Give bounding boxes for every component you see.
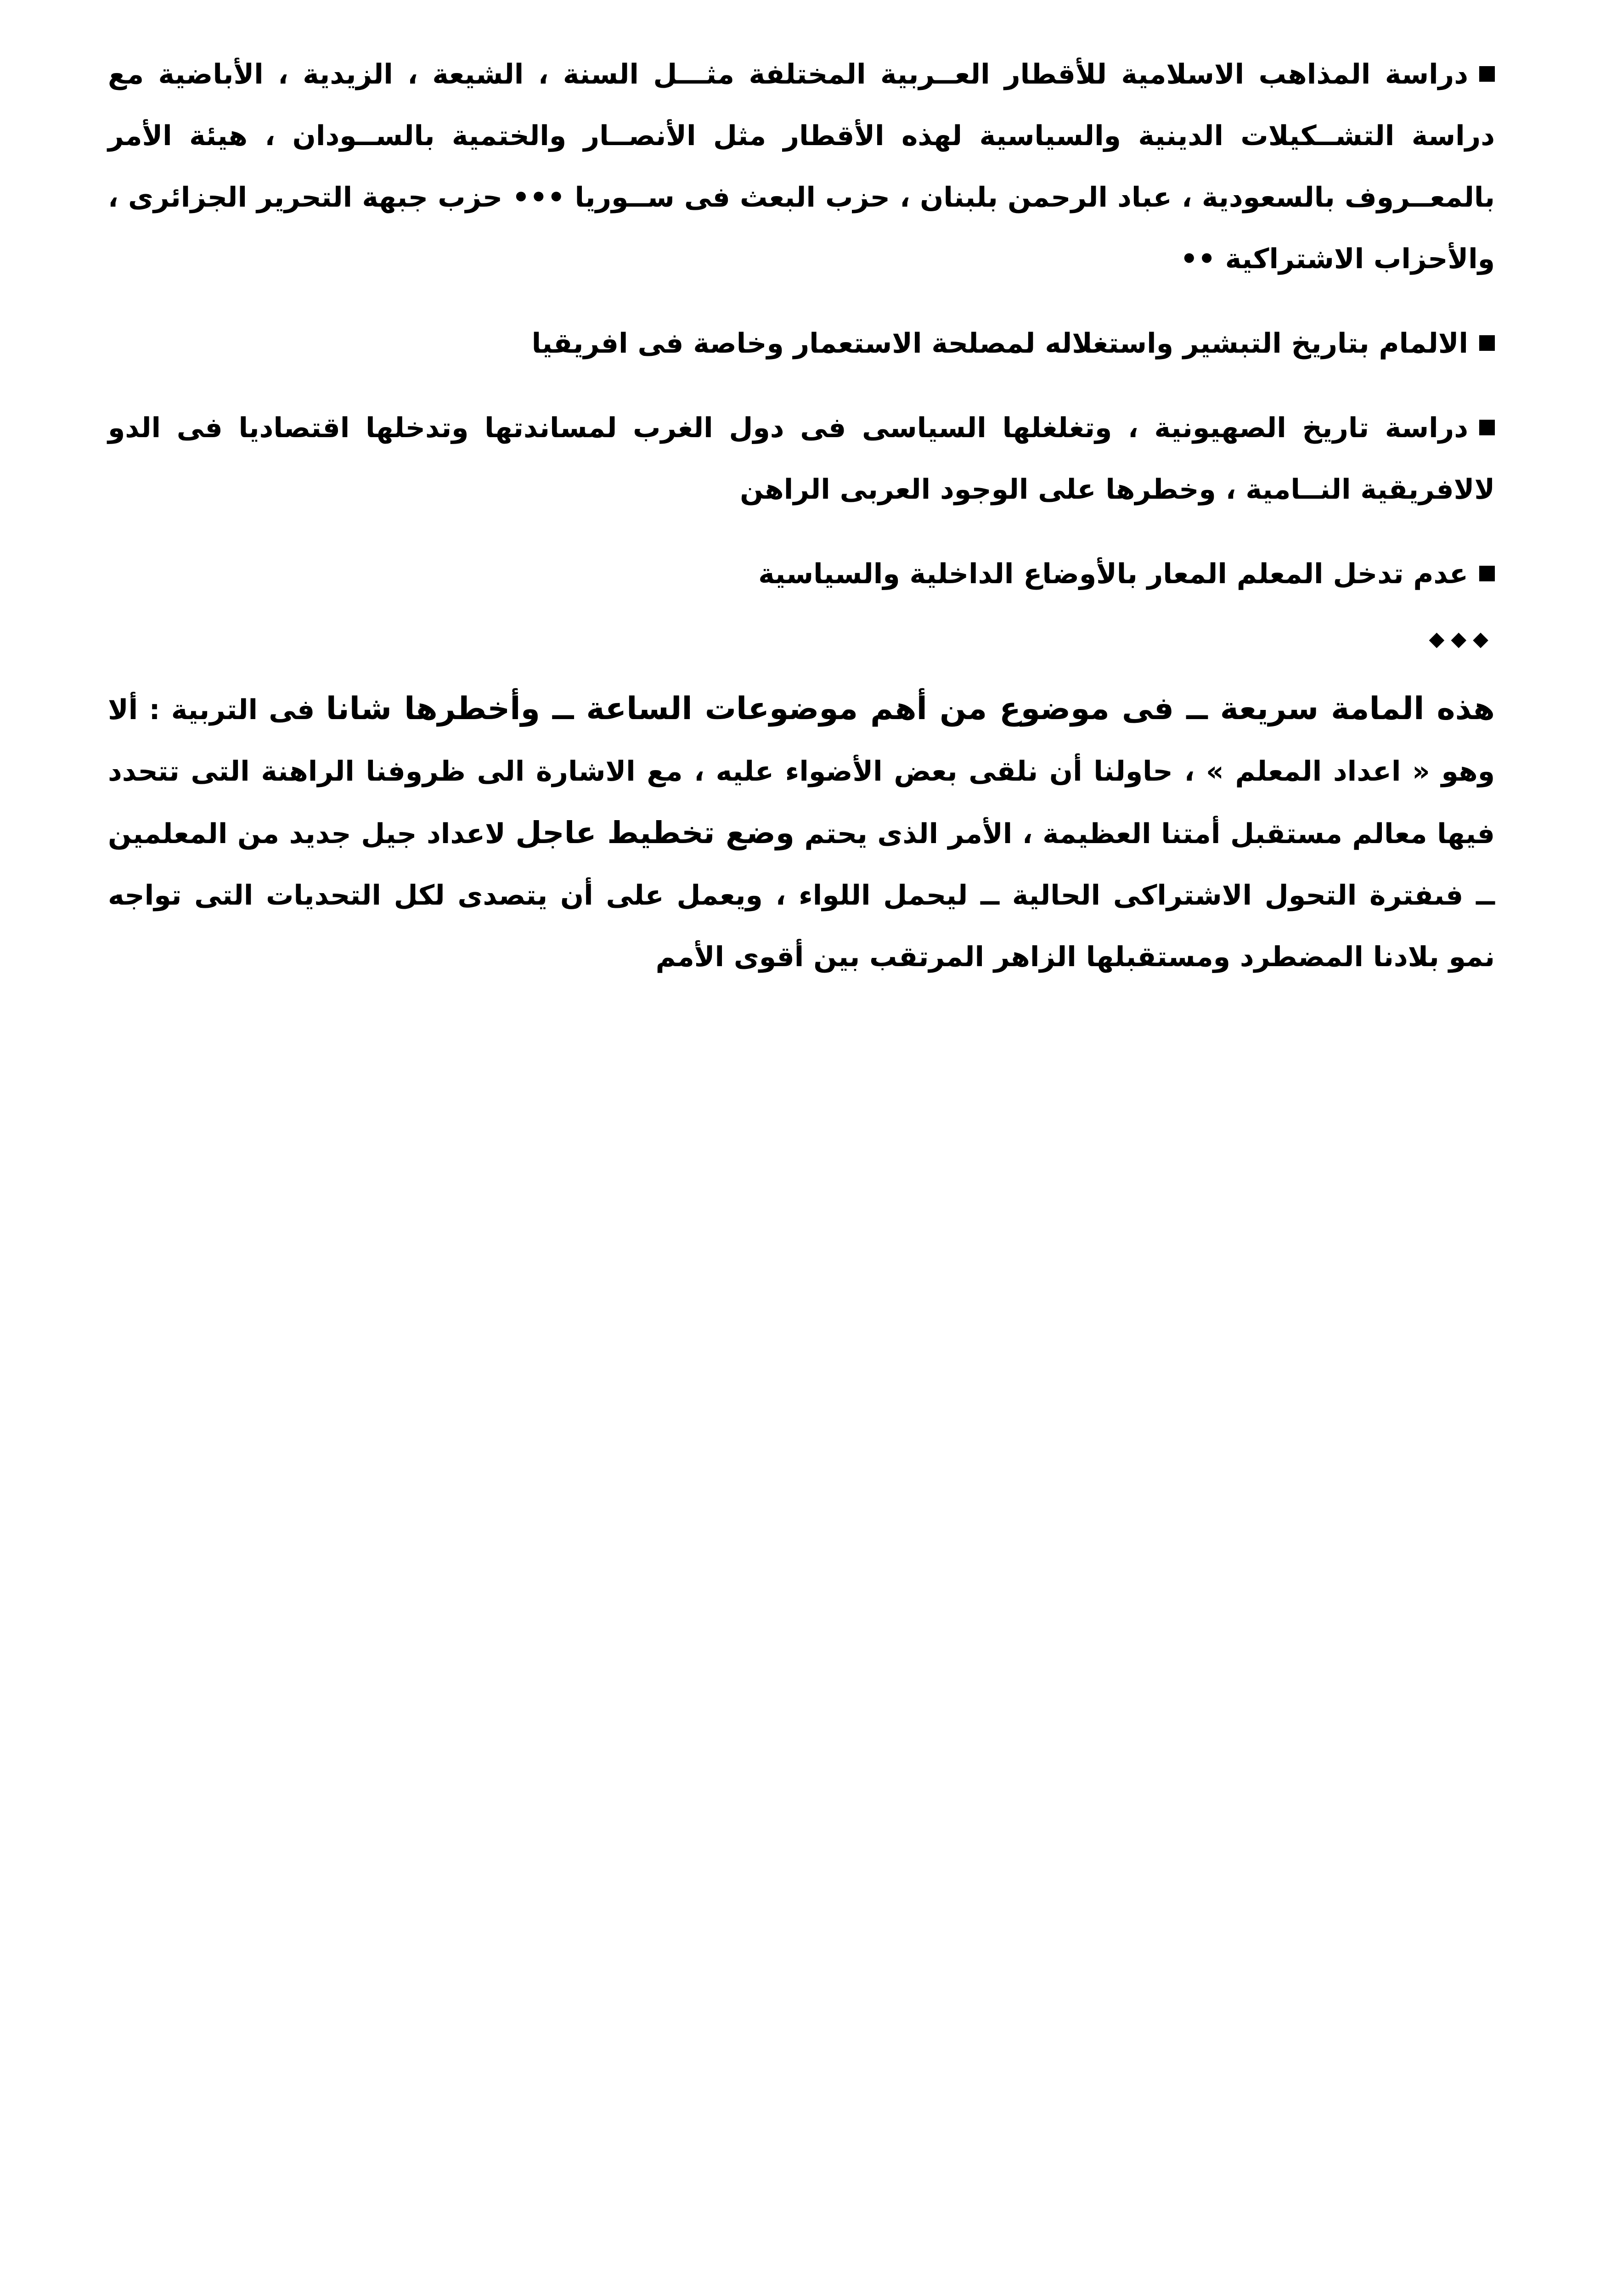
summary-emphasis: وضع تخطيط عاجل xyxy=(515,815,794,850)
section-separator: ◆◆◆ xyxy=(1429,627,1495,651)
summary-paragraph xyxy=(108,678,1495,988)
bullet-text: الالمام بتاريخ التبشير واستغلاله لمصلحة الاستعمار وخاصة فى افريقيا xyxy=(531,327,1468,360)
bullet-paragraph-tabshir xyxy=(108,313,1495,374)
bullet-paragraph-non-interference xyxy=(108,543,1495,605)
summary-text-part-2: لاعداد جيل جديد من المعلمين ــ فىفترة التحول الاشتراكى الحالية ــ ليحمل اللواء ، ويعمل على أن يتصدى لكل التحديات التى تواجه نمو بلادنا المضطرد ومستقبلها الزاهر المرتقب بين أقوى الأمم xyxy=(108,818,1495,973)
summary-text-part-1: فى التربية : ألا وهو « اعداد المعلم » ، حاولنا أن نلقى بعض الأضواء عليه ، مع الاشارة الى ظروفنا الراهنة التى تتحدد فيها معالم مستقبل أمتنا العظيمة ، الأمر الذى يحتم xyxy=(108,694,1495,850)
bullet-text: دراسة المذاهب الاسلامية للأقطار العــربية المختلفة مثـــل السنة ، الشيعة ، الزيدية ، الأباضية مع دراسة التشــكيلات الدينية والسياسية لهذه الأقطار مثل الأنصــار والختمية بالســودان ، هيئة الأمر بالمعــروف بالسعودية ، عباد الرحمن بلبنان ، حزب البعث فى ســوريا ••• حزب جبهة التحرير الجزائرى ، والأحزاب الاشتراكية •• xyxy=(108,58,1495,275)
page-body xyxy=(108,44,1495,1011)
bullet-paragraph-madhahib xyxy=(108,44,1495,290)
bullet-paragraph-zionism xyxy=(108,397,1495,520)
bullet-text: دراسة تاريخ الصهيونية ، وتغلغلها السياسى فى دول الغرب لمساندتها وتدخلها اقتصاديا فى الدو لالافريقية النــامية ، وخطرها على الوجود العربى الراهن xyxy=(108,412,1495,506)
square-bullet-icon xyxy=(1479,66,1495,82)
square-bullet-icon xyxy=(1479,420,1495,435)
square-bullet-icon xyxy=(1479,335,1495,351)
summary-lead-text: هذه المامة سريعة ــ فى موضوع من أهم موضوعات الساعة ــ وأخطرها شانا xyxy=(326,691,1495,727)
bullet-text: عدم تدخل المعلم المعار بالأوضاع الداخلية والسياسية xyxy=(758,558,1468,590)
square-bullet-icon xyxy=(1479,566,1495,581)
